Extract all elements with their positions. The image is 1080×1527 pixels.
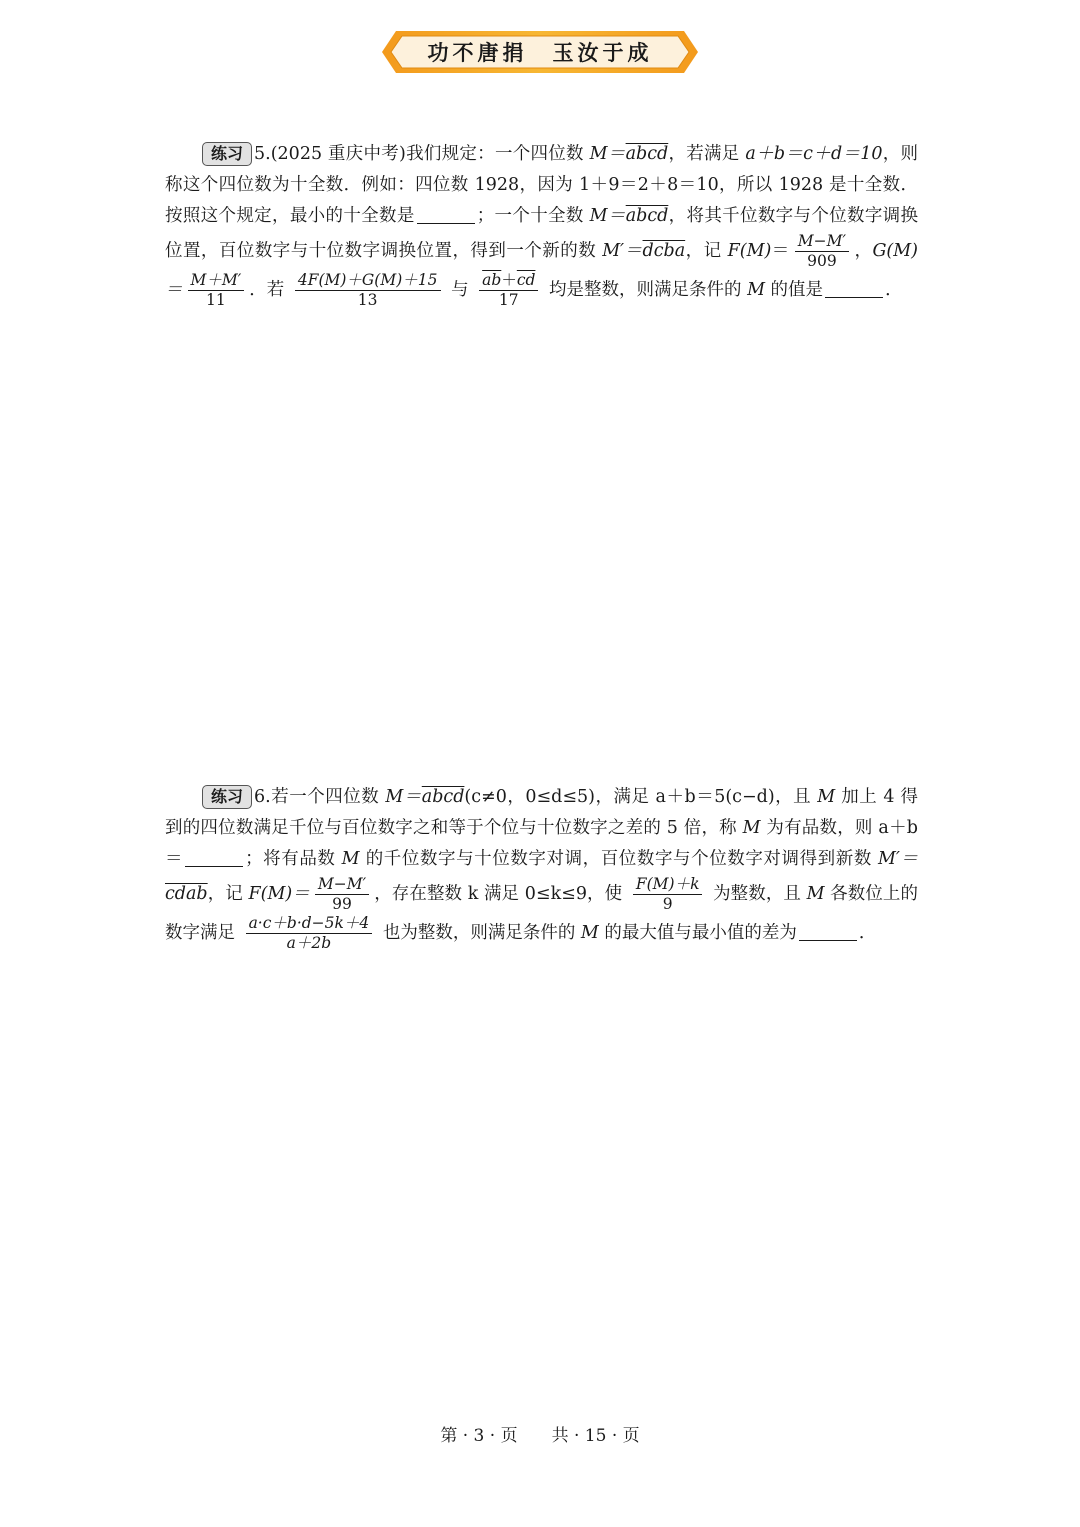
text-segment: ，将其千位数字与个位数字调换位置，百位数字与十位数字调换位置，得到一个新的数: [165, 206, 919, 261]
text-segment: 我们规定：一个四位数: [405, 144, 590, 164]
fraction-f-definition: [795, 232, 849, 271]
answer-blank-2: [825, 280, 883, 299]
text-segment: 与: [445, 280, 475, 300]
math-f-m: F(M): [727, 241, 772, 261]
math-f-m-eq: F(M)＝: [248, 884, 310, 904]
text-segment: ，记: [207, 884, 249, 904]
math-dcba-overline: dcba: [642, 241, 686, 261]
text-segment: ＝: [771, 241, 790, 261]
text-segment: 的千位数字与十位数字对调，百位数字与个位数字对调得到新数: [359, 849, 879, 869]
fraction-condition-1: [295, 271, 441, 310]
math-cd-overline: $\overline{cd}$: [516, 271, 536, 289]
page-number-footer: 第 · 3 · 页 共 · 15 · 页: [440, 1426, 640, 1446]
exercise-tag: 练习: [202, 785, 252, 809]
answer-blank-1: [185, 849, 243, 868]
fraction-denominator: 99: [332, 895, 352, 913]
math-abcd-overline: abcd: [625, 144, 669, 164]
math-m: M: [742, 818, 761, 838]
text-segment: ，则称这个四位数为十全数．例如：四位数 1928，因为 1＋9＝2＋8＝10，所以 1928 是十全数．按照这个规定，最小的十全数是: [165, 144, 919, 226]
question-number: 5.: [254, 144, 271, 164]
math-cdab-overline: cdab: [165, 884, 208, 904]
math-m-eq: M＝: [589, 144, 626, 164]
fraction-denominator: 9: [662, 895, 673, 913]
fraction-denominator: a＋2b: [286, 934, 332, 952]
fraction-condition-2: [246, 914, 373, 953]
math-g-m-eq: G(M)＝: [165, 241, 919, 300]
text-segment: ．若: [249, 280, 290, 300]
text-segment: (c≠0，0≤d≤5)，满足 a＋b＝5(c−d)，且: [464, 787, 818, 807]
fraction-numerator: F(M)＋k: [633, 875, 703, 895]
fraction-numerator: M−M′: [795, 232, 849, 252]
exercise-5: [165, 139, 918, 310]
math-m-prime-eq: M′＝: [878, 849, 919, 869]
text-segment: 各数位上的数字满足: [165, 884, 918, 943]
math-condition: a＋b＝c＋d＝10: [745, 144, 883, 164]
math-plus: ＋: [501, 271, 517, 289]
text-segment: 也为整数，则满足条件的: [377, 923, 581, 943]
exercise-tag: 练习: [202, 142, 252, 166]
fraction-numerator: M＋M′: [188, 271, 245, 291]
math-m: M: [817, 787, 836, 807]
math-m-eq: M＝: [385, 787, 422, 807]
math-m: M: [806, 884, 825, 904]
text-segment: 加上 4 得到的四位数满足千位与百位数字之和等于个位与十位数字之差的 5 倍，称: [165, 787, 919, 838]
text-segment: ；将有品数: [245, 849, 342, 869]
text-segment: 的值是: [764, 280, 824, 300]
math-m: M: [747, 280, 765, 300]
math-m-eq: M＝: [589, 206, 626, 226]
fraction-denominator: 13: [357, 291, 378, 309]
fraction-numerator: M−M′: [315, 875, 369, 895]
text-segment: 为整数，且: [707, 884, 807, 904]
math-m-prime-eq: M′＝: [602, 241, 643, 261]
answer-blank-1: [417, 206, 475, 225]
text-segment: 的最大值与最小值的差为: [598, 923, 797, 943]
math-ab-overline: $\overline{ab}$: [482, 271, 502, 289]
exercise-6: [165, 782, 918, 953]
banner-motto: 功不唐捐 玉汝于成: [427, 40, 653, 65]
fraction-g-definition: [188, 271, 245, 310]
text-segment: ，记: [685, 241, 728, 261]
fraction-denominator: 17: [498, 291, 519, 309]
text-segment: ，存在整数 k 满足 0≤k≤9，使: [374, 884, 628, 904]
fraction-numerator: a·c＋b·d−5k＋4: [246, 914, 373, 934]
text-segment: ．: [885, 280, 903, 300]
fraction-f-definition: [315, 875, 369, 914]
text-segment: 均是整数，则满足条件的: [543, 280, 748, 300]
fraction-denominator: 11: [206, 291, 226, 309]
text-segment: ，若满足: [668, 144, 746, 164]
math-abcd-overline: abcd: [625, 206, 669, 226]
text-segment: 为有品数，则 a＋b＝: [165, 818, 918, 869]
text-segment: ，: [854, 241, 873, 261]
fraction-condition-2: [479, 271, 538, 310]
math-m: M: [580, 923, 599, 943]
math-m: M: [341, 849, 360, 869]
question-number: 6.: [254, 787, 271, 807]
text-segment: ；一个十全数: [476, 206, 590, 226]
answer-blank-2: [799, 923, 857, 942]
text-segment: 若一个四位数: [270, 787, 386, 807]
fraction-numerator: 4F(M)＋G(M)＋15: [295, 271, 441, 291]
fraction-condition-1: [633, 875, 703, 914]
text-segment: ．: [858, 923, 877, 943]
fraction-numerator: [479, 271, 538, 291]
math-abcd-overline: abcd: [421, 787, 465, 807]
question-source: (2025 重庆中考): [270, 144, 406, 164]
fraction-denominator: 909: [807, 252, 837, 270]
header-banner: [382, 31, 698, 73]
